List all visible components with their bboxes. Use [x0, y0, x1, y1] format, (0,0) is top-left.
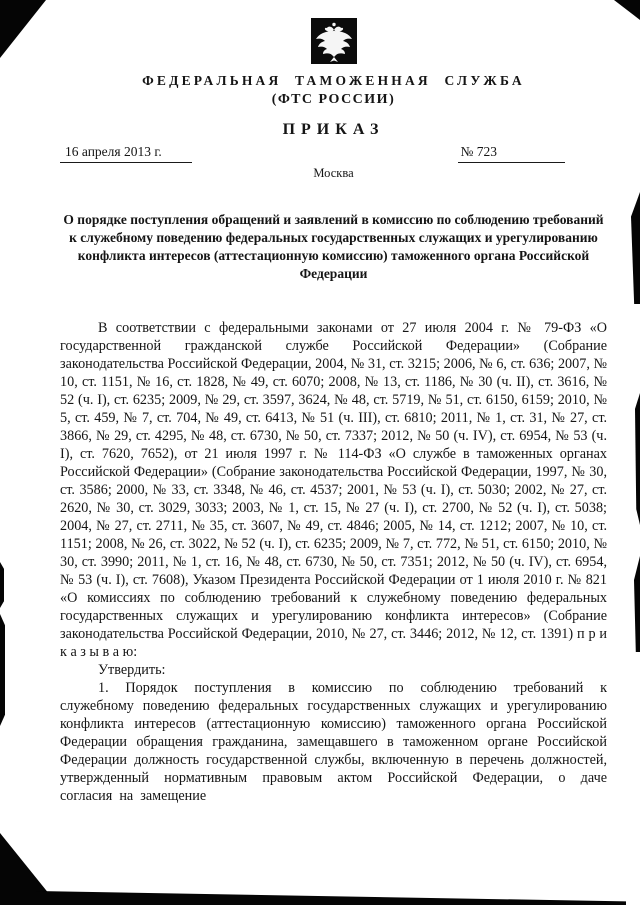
doc-type-heading: ПРИКАЗ [282, 121, 385, 138]
scan-artifact-bottom [36, 887, 626, 905]
doc-date: 16 апреля 2013 г. [60, 143, 192, 163]
scan-artifact-left-1 [0, 562, 4, 608]
coat-of-arms-icon [311, 18, 357, 64]
scan-artifact-top-left [0, 0, 46, 58]
org-name: ФЕДЕРАЛЬНАЯ ТАМОЖЕННАЯ СЛУЖБА [142, 73, 525, 88]
doc-body [60, 319, 607, 805]
doc-number: № 723 [458, 143, 565, 163]
paragraph-item-1: 1. Порядок поступления в комиссию по соблюдению требований к служебному поведению федеральных государственных служащих и урегулированию конфликта интересов (аттестационную комиссию) таможенного органа Российской Федерации обращения гражданина, замещавшего в таможенном органе Российской Федерации должность государственной службы, включенную в перечень должностей, утвержденный нормативным правовым актом Российской Федерации, о даче согласия на замещение [60, 680, 607, 804]
paragraph-preamble: В соответствии с федеральными законами от 27 июля 2004 г. № 79-ФЗ «О государственной гражданской службе Российской Федерации» (Собрание законодательства Российской Федерации, 2004, № 31, ст. 3215; 2006, № 6, ст. 636; 2007, № 10, ст. 1151, № 16, ст. 1828, № 49, ст. 6070; 2008, № 13, ст. 1186, № 30 (ч. II), ст. 3616, № 52 (ч. I), ст. 6235; 2009, № 29, ст. 3597, 3624, № 48, ст. 5719, № 51, ст. 6150, 6159; 2010, № 5, ст. 459, № 7, ст. 704, № 49, ст. 6413, № 51 (ч. III), ст. 6810; 2011, № 1, ст. 31, № 27, ст. 3866, № 29, ст. 4295, № 48, ст. 6730, № 50, ст. 7337; 2012, № 50 (ч. IV), ст. 6954, № 53 (ч. I), ст. 7620, 7652), от 21 июля 1997 г. № 114-ФЗ «О службе в таможенных органах Российской Федерации» (Собрание законодательства Российской Федерации, 1997, № 30, ст. 3586; 2000, № 33, ст. 3348, № 46, ст. 4537; 2001, № 53 (ч. I), ст. 5030; 2002, № 27, ст. 2620, № 30, ст. 3029, 3033; 2003, № 1, ст. 15, № 27 (ч. I), ст. 2700, № 52 (ч. I), ст. 5038; 2004, № 27, ст. 2711, № 35, ст. 3607, № 49, ст. 4846; 2005, № 14, ст. 1212; 2007, № 10, ст. 1151; 2008, № 26, ст. 3022, № 52 (ч. I), ст. 6235; 2009, № 7, ст. 772, № 51, ст. 6150; 2010, № 30, ст. 3990; 2011, № 1, ст. 16, № 48, ст. 6730, № 50, ст. 7351; 2012, № 50 (ч. IV), ст. 6954, № 53 (ч. I), ст. 7608), Указом Президента Российской Федерации от 1 июля 2010 г. № 821 «О комиссиях по соблюдению требований к служебному поведению федеральных государственных служащих и урегулированию конфликта интересов» (Собрание законодательства Российской Федерации, 2010, № 27, ст. 3446; 2012, № 12, ст. 1391) п р и к а з ы в а ю: [60, 320, 607, 660]
scan-artifact-top-right [614, 0, 640, 20]
doc-city: Москва [313, 166, 354, 180]
scan-artifact-left-2 [0, 614, 5, 726]
scan-artifact-right-2 [635, 393, 640, 525]
scan-artifact-right-1 [631, 192, 640, 304]
scan-artifact-right-3 [634, 556, 640, 652]
date-number-row [60, 143, 607, 163]
document-content [60, 0, 607, 805]
paragraph-approve: Утвердить: [98, 662, 166, 678]
org-abbreviation: (ФТС РОССИИ) [271, 92, 396, 107]
doc-title: О порядке поступления обращений и заявлений в комиссию по соблюдению требований к служебному поведению федеральных государственных служащих и урегулированию конфликта интересов (аттестационную комиссию) таможенного органа Российской Федерации [63, 212, 604, 281]
